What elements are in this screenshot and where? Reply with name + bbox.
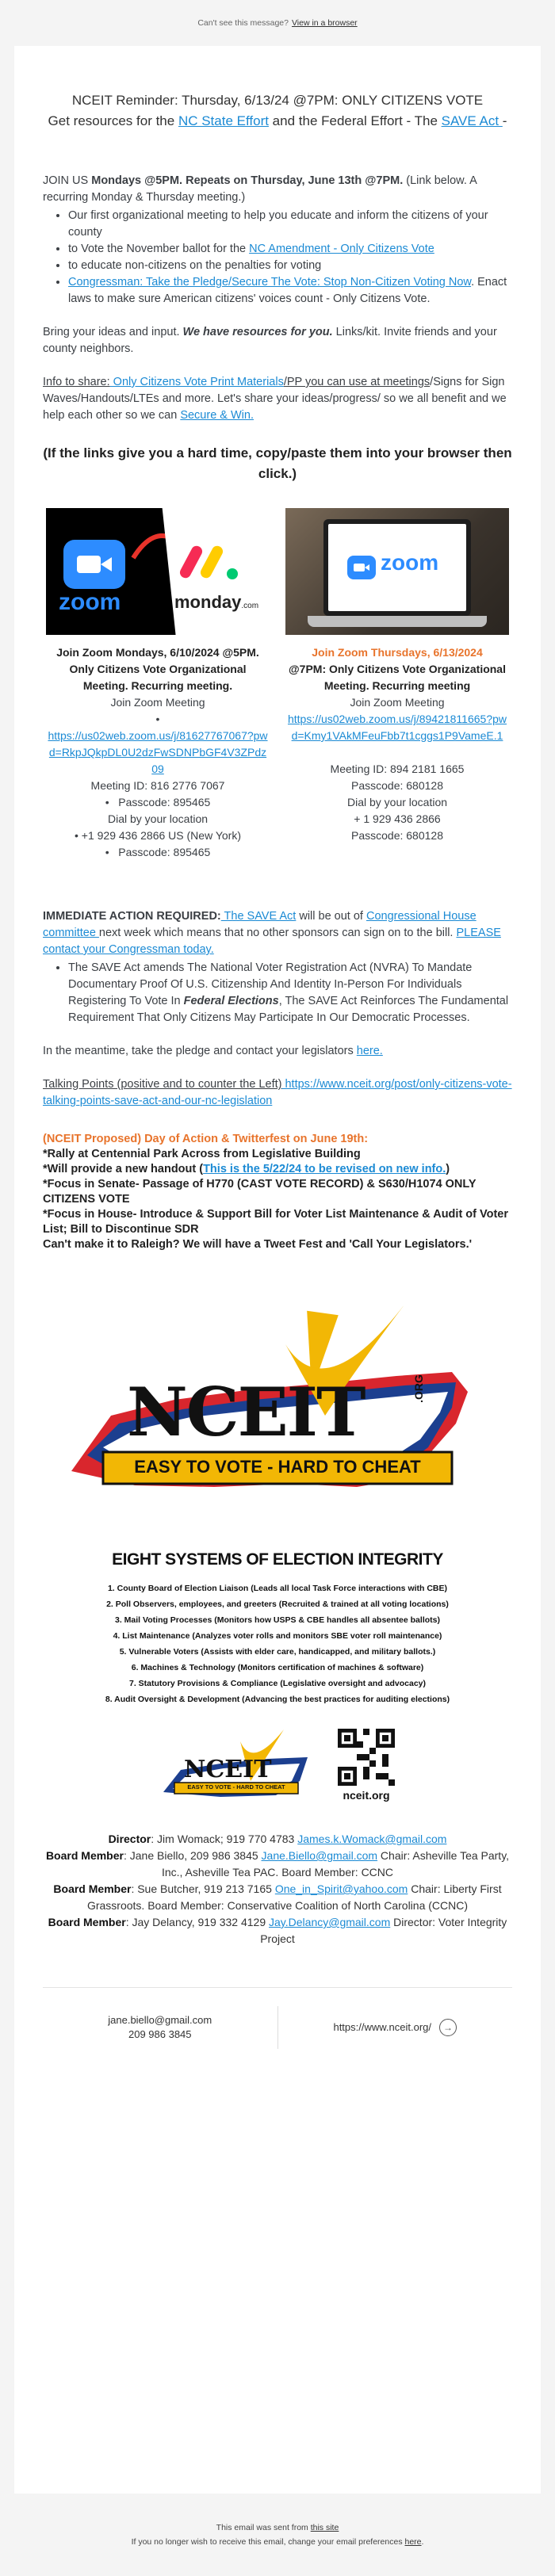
- bullet-dot: •: [155, 713, 160, 725]
- bring-ideas: Bring your ideas and input. We have resources for you. Links/kit. Invite friends and your county neighbors.: [43, 326, 497, 355]
- join-bullets: [43, 208, 512, 308]
- nceit-logo: [56, 1297, 500, 1511]
- legislators-here-link[interactable]: here.: [356, 1045, 383, 1057]
- list-item: 7. Statutory Provisions & Compliance (Legislative oversight and advocacy): [128, 1679, 427, 1688]
- zoom-thursday-column: [285, 508, 509, 861]
- nceit-logo-text: NCEIT: [127, 1373, 365, 1451]
- join-zoom-label: Join Zoom Meeting: [110, 696, 205, 709]
- list-item: 1. County Board of Election Liaison (Leads all local Task Force interactions with CBE): [107, 1584, 448, 1593]
- reminder-header: [14, 46, 541, 132]
- monday-zoom-link[interactable]: https://us02web.zoom.us/j/81627767067?pwd=RkpJQkpDL0U2dzFwSDNPbGF4V3ZPdz09: [48, 729, 268, 775]
- day-of-action: (NCEIT Proposed) Day of Action & Twitterfest on June 19th: *Rally at Centennial Park Across from Legislative Building *Will provide a new handout (This is the 5/22/24 to be revised on new info.) *Focus in Senate- Passage of H770 (CAST VOTE RECORD) & S630/H1074 ONLY CITIZENS VOTE *Focus in House- Introduce & Support Bill for Voter List Maintenance & Audit of Voter List; Bill to Discontinue SDR Can't make it to Raleigh? We will have a Tweet Fest and 'Call Your Legislators.': [43, 1133, 509, 1251]
- save-act-action-link[interactable]: The SAVE Act: [220, 910, 297, 923]
- qr-code-icon: [338, 1729, 395, 1786]
- small-nceit-logo: [157, 1726, 316, 1805]
- preheader-text: Can't see this message?: [197, 18, 289, 28]
- monday-logo-text: monday.com: [174, 592, 259, 612]
- list-item: 4. List Maintenance (Analyzes voter rolls and monitors SBE voter roll maintenance): [113, 1631, 442, 1641]
- qr-code[interactable]: [335, 1729, 398, 1802]
- board-member-email-link[interactable]: One_in_Spirit@yahoo.com: [274, 1882, 408, 1895]
- reminder-title: NCEIT Reminder: Thursday, 6/13/24 @7PM: ONLY CITIZENS VOTE: [71, 93, 484, 108]
- logo-qr-row: [14, 1722, 541, 1809]
- preferences-link[interactable]: here: [404, 2537, 422, 2547]
- bottom-website[interactable]: https://www.nceit.org/: [333, 2020, 432, 2033]
- talking-points: Talking Points (positive and to counter the Left) https://www.nceit.org/post/only-citizens-vote-talking-points-save-act-and-our-nc-legislation: [43, 1078, 512, 1107]
- monday-passcode-2: • Passcode: 895465: [105, 846, 211, 858]
- nc-state-effort-link[interactable]: NC State Effort: [178, 113, 269, 128]
- list-item: 8. Audit Oversight & Development (Advancing the best practices for auditing elections): [105, 1695, 450, 1704]
- small-logo-text: NCEIT: [184, 1756, 272, 1783]
- join-section: [14, 173, 541, 308]
- handout-link[interactable]: This is the 5/22/24 to be revised on new info.: [203, 1163, 446, 1175]
- qr-label: nceit.org: [343, 1789, 390, 1802]
- bottom-email[interactable]: jane.biello@gmail.com: [108, 2013, 212, 2026]
- monday-meeting-id: Meeting ID: 816 2776 7067: [90, 779, 225, 792]
- thursday-passcode: Passcode: 680128: [351, 779, 443, 792]
- join-intro: JOIN US Mondays @5PM. Repeats on Thursday, June 13th @7PM. (Link below. A recurring Monday & Thursday meeting.): [43, 174, 477, 204]
- reminder-subtitle: Get resources for the NC State Effort and the Federal Effort - The SAVE Act -: [48, 113, 507, 128]
- zoom-camera-icon: [63, 540, 125, 589]
- nceit-tagline: EASY TO VOTE - HARD TO CHEAT: [134, 1457, 421, 1477]
- footer: [0, 2494, 555, 2576]
- list-item: • to Vote the November ballot for the NC Amendment - Only Citizens Vote: [68, 241, 512, 258]
- links-note: (If the links give you a hard time, copy/paste them into your browser then click.): [43, 445, 512, 481]
- email-body: [14, 46, 541, 2494]
- thursday-meeting-id: Meeting ID: 894 2181 1665: [330, 762, 465, 775]
- zoom-thursday-image: [285, 508, 509, 635]
- bottom-email-block: [43, 2013, 278, 2042]
- footer-unsubscribe: If you no longer wish to receive this email, change your email preferences here.: [131, 2537, 424, 2547]
- thursday-passcode-2: Passcode: 680128: [351, 829, 443, 842]
- arrow-right-icon[interactable]: →: [439, 2019, 457, 2036]
- bottom-website-block[interactable]: [278, 2019, 513, 2036]
- secure-win-link[interactable]: Secure & Win.: [180, 409, 254, 422]
- thursday-meeting-title: Join Zoom Thursdays, 6/13/2024: [312, 646, 483, 659]
- view-in-browser-link[interactable]: View in a browser: [291, 18, 358, 28]
- list-item: • Congressman: Take the Pledge/Secure The Vote: Stop Non-Citizen Voting Now. Enact laws to make sure American citizens' voices count - Only Citizens Vote.: [68, 274, 512, 308]
- house-committee-link[interactable]: Congressional House committee: [43, 910, 477, 939]
- zoom-camera-icon: [347, 556, 376, 579]
- monday-meeting-title: Join Zoom Mondays, 6/10/2024 @5PM. Only Citizens Vote Organizational Meeting. Recurring meeting.: [56, 646, 259, 692]
- zoom-meetings: [14, 508, 541, 861]
- immediate-action: IMMEDIATE ACTION REQUIRED: The SAVE Act will be out of Congressional House committee next week which means that no other sponsors can sign on to the bill. PLEASE contact your Congressman today.: [43, 910, 501, 956]
- thursday-zoom-link[interactable]: https://us02web.zoom.us/j/89421811665?pwd=Kmy1VAkMFeuFbb7t1cggs1P9VameE.1: [287, 713, 507, 742]
- thursday-dial-label: Dial by your location: [346, 796, 448, 808]
- list-item: • to educate non-citizens on the penalties for voting: [68, 258, 512, 274]
- board-member-contact: Board Member: Jane Biello, 209 986 3845 Jane.Biello@gmail.com Chair: Asheville Tea Party, Inc., Asheville Tea PAC. Board Member: CCNC: [45, 1849, 510, 1878]
- eight-systems: [14, 1550, 541, 1809]
- contacts: [14, 1831, 541, 1947]
- list-item: 6. Machines & Technology (Monitors certification of machines & software): [131, 1663, 424, 1672]
- board-member-email-link[interactable]: Jane.Biello@gmail.com: [261, 1849, 378, 1862]
- preheader: [0, 0, 555, 46]
- director-email-link[interactable]: James.k.Womack@gmail.com: [297, 1833, 447, 1845]
- footer-sent-from: This email was sent from this site: [216, 2523, 339, 2532]
- zoom-monday-image: [46, 508, 270, 635]
- small-logo-tagline: EASY TO VOTE - HARD TO CHEAT: [187, 1783, 285, 1791]
- nceit-org-text: .ORG: [411, 1374, 425, 1403]
- congressman-pledge-link[interactable]: Congressman: Take the Pledge/Secure The Vote: Stop Non-Citizen Voting Now: [68, 276, 472, 289]
- monday-logo-mark: [186, 545, 238, 584]
- print-materials-link[interactable]: Only Citizens Vote Print Materials: [109, 376, 284, 388]
- monday-passcode: • Passcode: 895465: [105, 796, 211, 808]
- list-item: 3. Mail Voting Processes (Monitors how USPS & CBE handles all absentee ballots): [115, 1615, 440, 1625]
- thursday-meeting-subtitle: @7PM: Only Citizens Vote Organizational Meeting. Recurring meeting: [289, 663, 506, 692]
- monday-phone: • +1 929 436 2866 US (New York): [75, 829, 241, 842]
- list-item: 2. Poll Observers, employees, and greeters (Recruited & trained at all voting locations): [106, 1599, 449, 1609]
- join-zoom-label: Join Zoom Meeting: [350, 696, 445, 709]
- contact-congressman-link[interactable]: PLEASE contact your Congressman today.: [43, 927, 501, 956]
- laptop-base: [308, 616, 487, 627]
- board-member-contact: Board Member: Sue Butcher, 919 213 7165 One_in_Spirit@yahoo.com Chair: Liberty First Grassroots. Board Member: Conservative Coalition of North Carolina (CCNC): [53, 1882, 502, 1912]
- zoom-logo: zoom: [381, 550, 439, 575]
- save-act-link[interactable]: SAVE Act: [441, 113, 503, 128]
- meantime: In the meantime, take the pledge and contact your legislators here.: [43, 1045, 383, 1057]
- board-member-email-link[interactable]: Jay.Delancy@gmail.com: [269, 1916, 391, 1928]
- eight-systems-title: EIGHT SYSTEMS OF ELECTION INTEGRITY: [112, 1550, 443, 1569]
- monday-dial-label: Dial by your location: [107, 812, 209, 825]
- list-item: • Our first organizational meeting to help you educate and inform the citizens of your county: [68, 208, 512, 241]
- eight-systems-list: [14, 1580, 541, 1707]
- action-bullets: [14, 960, 541, 1026]
- laptop-screen: [323, 519, 471, 616]
- zoom-logo: zoom: [59, 589, 121, 615]
- board-member-contact: Board Member: Jay Delancy, 919 332 4129 Jay.Delancy@gmail.com Director: Voter Integrity Project: [48, 1916, 507, 1945]
- list-item: • The SAVE Act amends The National Voter Registration Act (NVRA) To Mandate Documentary Proof Of U.S. Citizenship And Identity In-Person For Individuals Registering To Vote In Federal Elections, The SAVE Act Reinforces The Fundamental Requirement That Only Citizens May Participate In Our Democratic Processes.: [68, 960, 512, 1026]
- nc-amendment-link[interactable]: NC Amendment - Only Citizens Vote: [249, 243, 434, 255]
- list-item: 5. Vulnerable Voters (Assists with elder care, handicapped, and military ballots.): [119, 1647, 436, 1657]
- director-contact: Director: Jim Womack; 919 770 4783 James.k.Womack@gmail.com: [108, 1833, 447, 1845]
- zoom-monday-column: [46, 508, 270, 861]
- bottom-contact-row: [43, 1987, 512, 2066]
- bottom-phone: 209 986 3845: [128, 2028, 192, 2040]
- talking-points-link[interactable]: https://www.nceit.org/post/only-citizens-vote-talking-points-save-act-and-our-nc-legislation: [43, 1078, 512, 1107]
- info-share: Info to share: Only Citizens Vote Print Materials/PP you can use at meetings/Signs for Sign Waves/Handouts/LTEs and more. Let's share your ideas/progress/ so we all benefit and we help each other so we can Secure & Win.: [43, 376, 507, 422]
- this-site-link[interactable]: this site: [310, 2523, 339, 2532]
- thursday-phone: + 1 929 436 2866: [354, 812, 441, 825]
